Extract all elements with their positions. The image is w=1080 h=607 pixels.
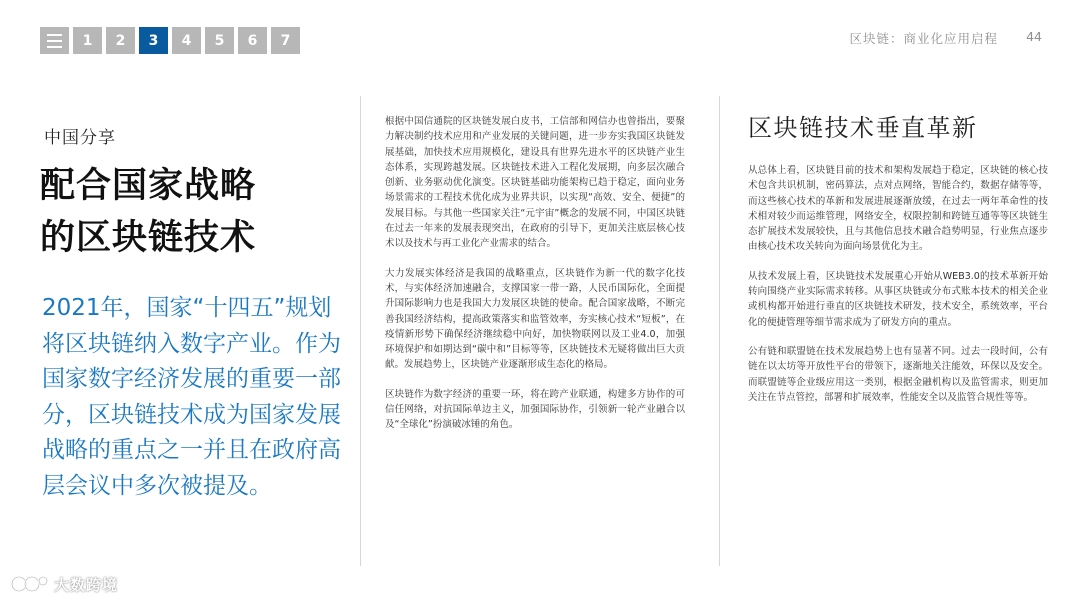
main-heading-line-2: 的区块链技术 [40,218,257,258]
right-column-title: 区块链技术垂直革新 [748,114,978,142]
page-tab-7[interactable]: 7 [271,27,300,54]
right-column [748,163,1048,419]
menu-icon [47,34,62,48]
page-tab-5[interactable]: 5 [205,27,234,54]
watermark-logo-icon [10,573,50,595]
right-paragraph-3: 公有链和联盟链在技术发展趋势上也有显著不同。过去一段时间，公有链在以太坊等开放性平台的带领下，逐渐地关注能效，环保以及安全。而联盟链等企业级应用这一类别，根据金融机构以及监管需求，则更加关注在节点管控，部署和扩展效率，性能安全以及监管合规性等等。 [748,345,1048,403]
page-tab-3-active[interactable]: 3 [139,27,168,54]
right-paragraph-1: 从总体上看，区块链目前的技术和架构发展趋于稳定，区块链的核心技术包含共识机制，密码算法，点对点网络，智能合约，数据存储等等，而这些核心技术的革新和发展进展逐渐放缓，在过去一两年革命性的技术相对较少而运维管理，网络安全，权限控制和跨链互通等等区块链生态扩展技术发展较快，且与其他信息技术融合趋势明显，行业焦点逐步由核心技术攻关转向为面向场景优化为主。 [748,165,1048,253]
page-navigation [40,27,300,54]
middle-paragraph-1: 根据中国信通院的区块链发展白皮书，工信部和网信办也曾指出，要聚力解决制约技术应用和产业发展的关键问题，进一步夯实我国区块链发展基础，加快技术应用规模化，建设具有世界先进水平的区块链产业生态体系，实现跨越发展。区块链技术进入工程化发展期，向多层次融合创新、业务驱动优化演变。区块链基础功能架构已趋于稳定，面向业务场景需求的工程技术优化成为业界共识，以实现“高效、安全、便捷”的发展目标。与其他一些国家关注“元宇宙”概念的发展不同，中国区块链在过去一年来的发展表现突出，在政府的引导下，更加关注底层核心技术以及技术与再工业化产业需求的结合。 [385,116,685,250]
right-paragraph-2: 从技术发展上看，区块链技术发展重心开始从WEB3.0的技术革新开始转向围绕产业实际需求转移。从事区块链或分布式账本技术的相关企业或机构都开始进行垂直的区块链技术研发，技术安全，系统效率，平台化的便捷管理等细节需求成为了研发方向的重点。 [748,270,1048,328]
page-tab-2[interactable]: 2 [106,27,135,54]
page-tab-4[interactable]: 4 [172,27,201,54]
watermark [10,573,118,595]
middle-paragraph-3: 区块链作为数字经济的重要一环，将在跨产业联通，构建多方协作的可信任网络，对抗国际单边主义，加强国际协作，引领新一轮产业融合以及“全球化”扮演破冰锤的角色。 [385,388,685,431]
page-tab-6[interactable]: 6 [238,27,267,54]
page-number: 44 [1026,29,1042,44]
column-divider-left [360,96,361,566]
middle-column [385,114,685,447]
section-label: 中国分享 [44,128,116,148]
highlight-statement: 2021年，国家“十四五”规划将区块链纳入数字产业。作为国家数字经济发展的重要一部分，区块链技术成为国家发展战略的重点之一并且在政府高层会议中多次被提及。 [42,295,341,499]
menu-button[interactable] [40,27,69,54]
document-title: 区块链：商业化应用启程 [849,31,998,46]
watermark-text: 大数跨境 [54,575,119,594]
page-tab-1[interactable]: 1 [73,27,102,54]
main-heading [40,160,350,264]
column-divider-right [719,96,720,566]
main-heading-line-1: 配合国家战略 [40,166,257,206]
middle-paragraph-2: 大力发展实体经济是我国的战略重点，区块链作为新一代的数字化技术，与实体经济加速融合，支撑国家一带一路，人民币国际化，全面提升国际影响力也是我国大力发展区块链的使命。配合国家战略，不断完善我国经济结构，提高政策落实和监管效率，夯实核心技术“短板”，在疫情新形势下确保经济继续稳中向好，加快物联网以及工业4.0，加强环境保护和如期达到“碳中和”目标等等，区块链技术无疑将做出巨大贡献。发展趋势上，区块链产业逐渐形成生态化的格局。 [385,267,685,371]
